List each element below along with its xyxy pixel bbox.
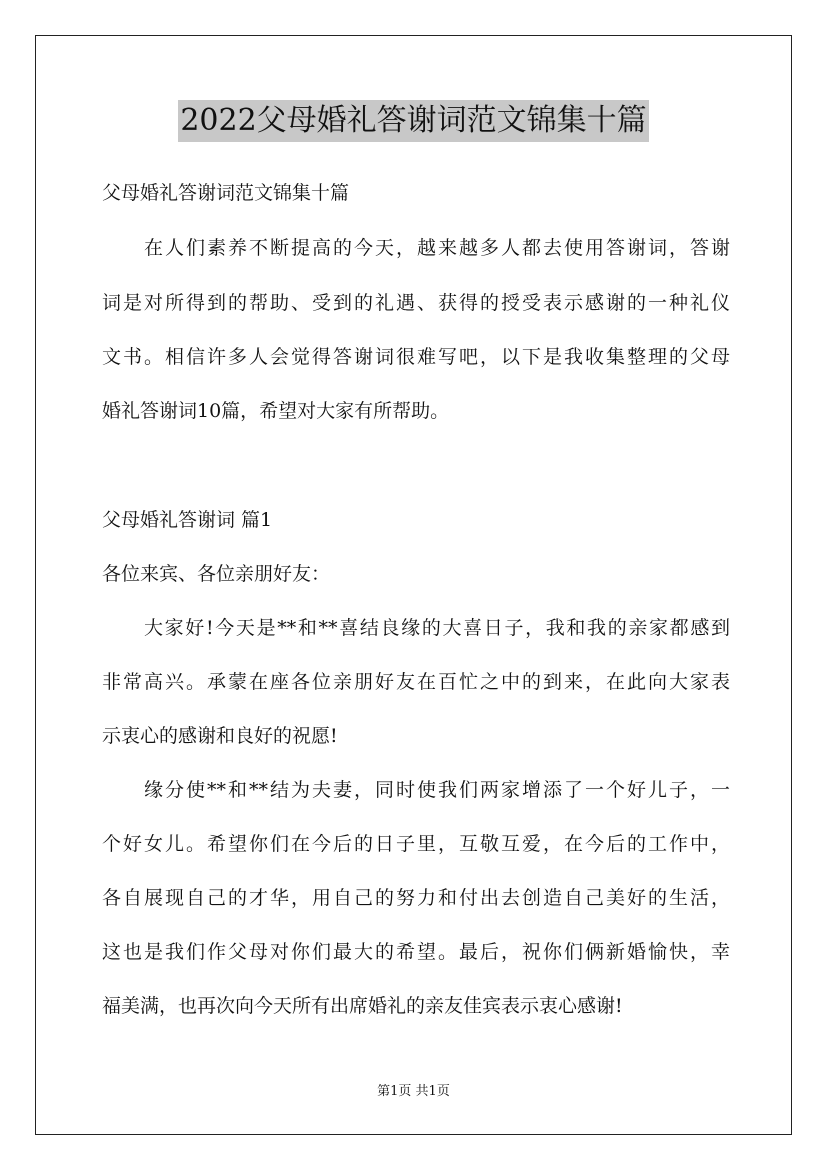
intro-line-3: 文书。相信许多人会觉得答谢词很难写吧，以下是我收集整理的父母	[102, 346, 730, 368]
section-heading: 父母婚礼答谢词 篇1	[102, 509, 273, 531]
body-line-2: 非常高兴。承蒙在座各位亲朋好友在百忙之中的到来，在此向大家表	[102, 671, 730, 693]
body-line-7: 这也是我们作父母对你们最大的希望。最后，祝你们俩新婚愉快，幸	[102, 941, 730, 963]
body-line-6: 各自展现自己的才华，用自己的努力和付出去创造自己美好的生活，	[102, 887, 730, 909]
body-line-8: 福美满，也再次向今天所有出席婚礼的亲友佳宾表示衷心感谢!	[102, 995, 623, 1017]
body-line-4: 缘分使**和**结为夫妻，同时使我们两家增添了一个好儿子，一	[144, 779, 730, 801]
title-container	[0, 100, 827, 142]
salutation-line: 各位来宾、各位亲朋好友：	[102, 563, 331, 585]
page-footer: 第1页 共1页	[377, 1084, 450, 1099]
body-line-5: 个好女儿。希望你们在今后的日子里，互敬互爱，在今后的工作中，	[102, 833, 730, 855]
intro-line-2: 词是对所得到的帮助、受到的礼遇、获得的授受表示感谢的一种礼仪	[102, 292, 730, 314]
subtitle-line: 父母婚礼答谢词范文锦集十篇	[102, 182, 350, 204]
body-line-1: 大家好!今天是**和**喜结良缘的大喜日子，我和我的亲家都感到	[144, 617, 730, 639]
intro-line-4: 婚礼答谢词10篇，希望对大家有所帮助。	[102, 400, 450, 422]
intro-line-1: 在人们素养不断提高的今天，越来越多人都去使用答谢词，答谢	[144, 237, 730, 259]
document-title: 2022父母婚礼答谢词范文锦集十篇	[178, 100, 648, 142]
body-line-3: 示衷心的感谢和良好的祝愿!	[102, 725, 338, 747]
